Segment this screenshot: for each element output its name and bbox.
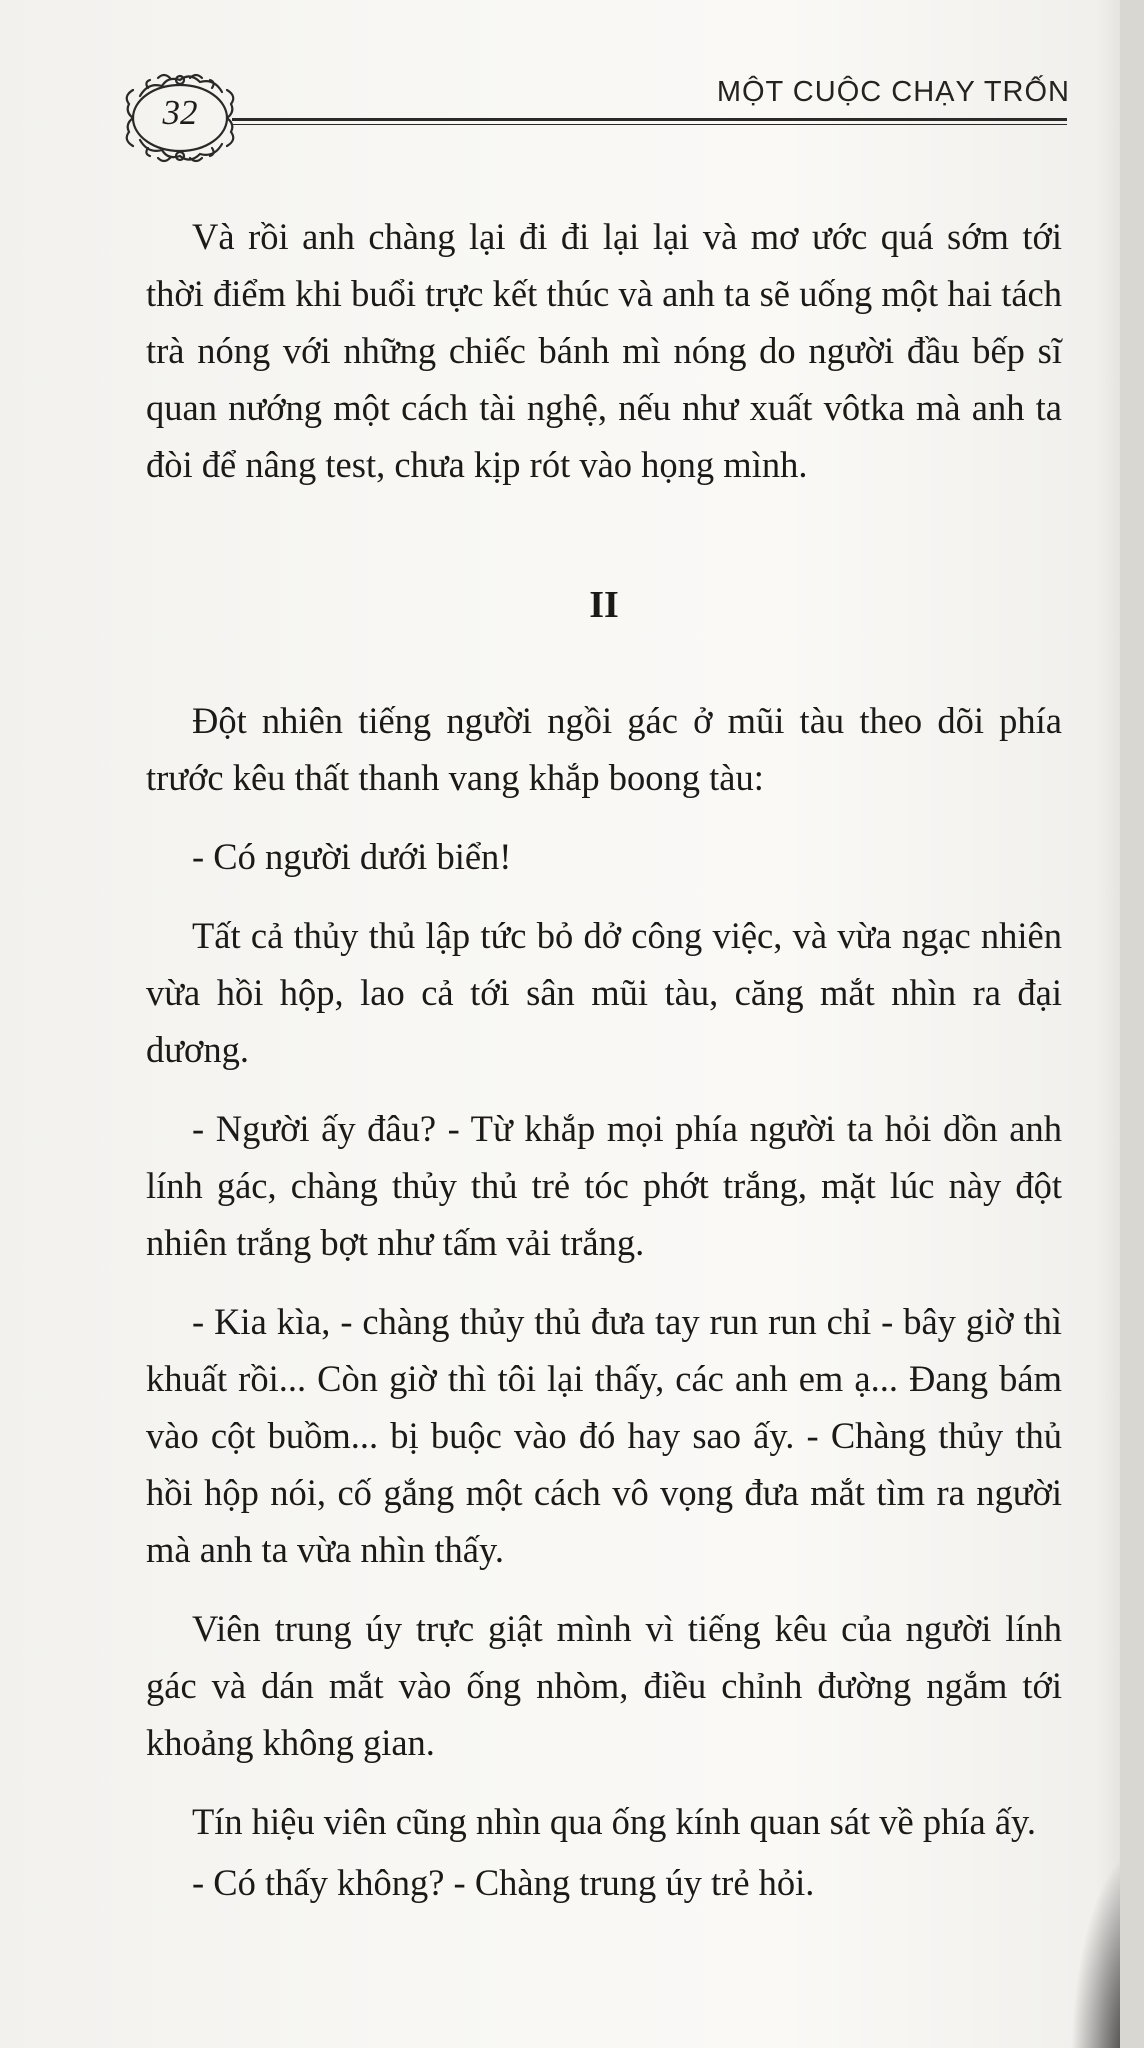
- page-corner-shadow: [1070, 1848, 1120, 2048]
- header-rule: [232, 118, 1067, 121]
- page-number: 32: [162, 93, 198, 132]
- paragraph: Tín hiệu viên cũng nhìn qua ống kính quan sát về phía ấy.: [192, 1801, 1037, 1842]
- page-header: [120, 56, 1070, 176]
- paragraph: Và rồi anh chàng lại đi đi lại lại và mơ ước quá sớm tới thời điểm khi buổi trực kết thúc và anh ta sẽ uống một hai tách trà nóng với những chiếc bánh mì nóng do người đầu bếp sĩ quan nướng một cách tài nghệ, nếu như xuất vôtka mà anh ta đòi để nâng test, chưa kịp rót vào họng mình.: [146, 216, 1062, 485]
- section-heading: II: [589, 584, 619, 626]
- running-title: MỘT CUỘC CHẠY TRỐN: [716, 76, 1070, 108]
- paragraph: - Người ấy đâu? - Từ khắp mọi phía người ta hỏi dồn anh lính gác, chàng thủy thủ trẻ tóc phớt trắng, mặt lúc này đột nhiên trắng bợt như tấm vải trắng.: [146, 1108, 1062, 1263]
- paragraph: - Kia kìa, - chàng thủy thủ đưa tay run run chỉ - bây giờ thì khuất rồi... Còn giờ thì tôi lại thấy, các anh em ạ... Đang bám vào cột buồm... bị buộc vào đó hay sao ấy. - Chàng thủy thủ hồi hộp nói, cố gắng một cách vô vọng đưa mắt tìm ra người mà anh ta vừa nhìn thấy.: [146, 1301, 1062, 1570]
- paragraph: Tất cả thủy thủ lập tức bỏ dở công việc, và vừa ngạc nhiên vừa hồi hộp, lao cả tới sân mũi tàu, căng mắt nhìn ra đại dương.: [146, 915, 1062, 1070]
- page-edge-shadow: [1096, 0, 1120, 2048]
- paragraph: - Có người dưới biển!: [192, 836, 512, 877]
- paragraph: Viên trung úy trực giật mình vì tiếng kêu của người lính gác và dán mắt vào ống nhòm, điều chỉnh đường ngắm tới khoảng không gian.: [146, 1608, 1062, 1763]
- page-body: [146, 208, 1062, 1911]
- paragraph: Đột nhiên tiếng người ngồi gác ở mũi tàu theo dõi phía trước kêu thất thanh vang khắp boong tàu:: [146, 700, 1062, 798]
- paragraph: - Có thấy không? - Chàng trung úy trẻ hỏi.: [192, 1862, 815, 1903]
